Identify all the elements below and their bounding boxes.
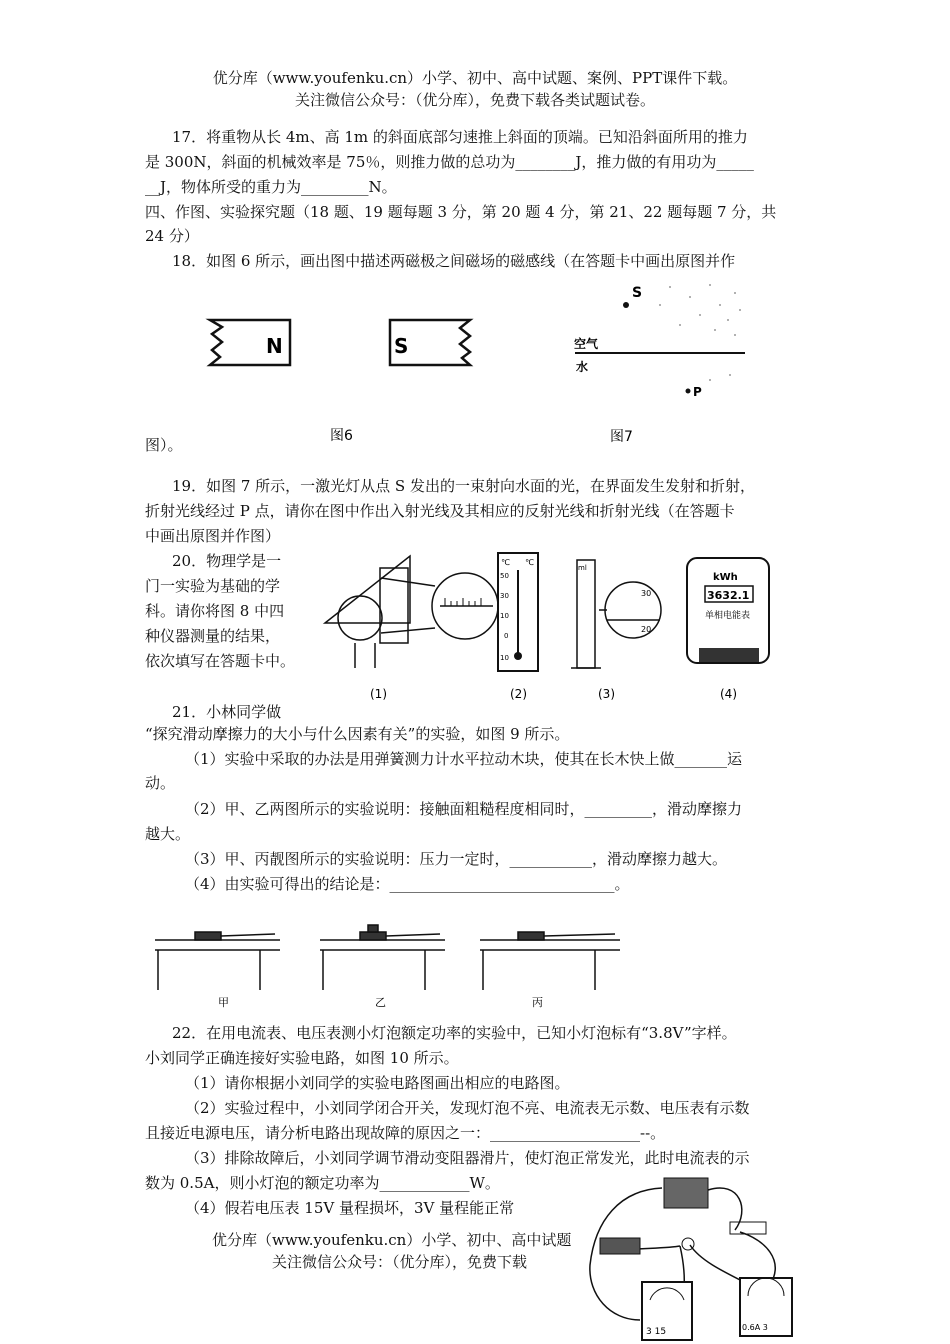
ammeter-terminals: 0.6A 3 [742, 1323, 768, 1332]
pole-n-label: N [266, 334, 283, 358]
thermo-tick: 10 [500, 612, 509, 620]
q19-line-1: 19．如图 7 所示，一激光灯从点 S 发出的一束射向水面的光，在界面发生发射和折射， [172, 477, 755, 495]
q22-sub1: （1）请你根据小刘同学的实验电路图画出相应的电路图。 [185, 1074, 570, 1092]
instrument-1-ruler [325, 556, 498, 668]
cylinder-tick-20: 20 [641, 625, 652, 634]
q20-line-1: 20．物理学是一 [172, 552, 282, 570]
thermo-unit-left: ℃ [501, 558, 510, 567]
q17-line-2: 是 300N，斜面的机械效率是 75％，则推力做的总功为________J，推力做的有用功为_____ [145, 153, 754, 171]
q20-line-3: 科。请你将图 8 中四 [145, 602, 285, 620]
thermo-tick: 0 [504, 632, 509, 640]
q19-line-2: 折射光线经过 P 点，请你在图中作出入射光线及其相应的反射光线和折射光线（在答题卡 [145, 502, 735, 520]
q21-sub4: （4）由实验可得出的结论是：______________________________。 [185, 875, 630, 893]
water-label: 水 [576, 360, 589, 374]
voltmeter [642, 1282, 692, 1340]
q20-line-2: 门一实验为基础的学 [145, 577, 281, 595]
figure-6-magnets [200, 310, 490, 450]
footer-line-1: 优分库（www.youfenku.cn）小学、初中、高中试题 [212, 1231, 572, 1249]
meter-name: 单相电能表 [705, 611, 751, 621]
setup-a [155, 932, 280, 990]
section4-line-1: 四、作图、实验探究题（18 题、19 题每题 3 分，第 20 题 4 分，第 21、22 题每题 7 分，共 [145, 203, 777, 221]
bulb [682, 1238, 694, 1250]
figure-8-instruments [315, 548, 775, 708]
point-s-dot [623, 302, 629, 308]
thermo-tick: 10 [500, 654, 509, 662]
figure-10-circuit [580, 1170, 825, 1342]
q21-sub2-b: 越大。 [145, 825, 191, 843]
instrument-3-cylinder [571, 560, 661, 668]
cylinder-unit: ml [578, 564, 587, 572]
ammeter [740, 1278, 792, 1336]
ruler-ticks [445, 598, 481, 606]
q21-sub1-b: 动。 [145, 774, 176, 792]
q22-sub2-b: 且接近电源电压，请分析电路出现故障的原因之一：____________________--。 [145, 1124, 666, 1142]
scatter-dots [659, 284, 741, 381]
fig9-label-b: 乙 [375, 996, 386, 1009]
q21-line-1: 21．小林同学做 [172, 703, 282, 721]
setup-c [480, 932, 620, 990]
header-line-2: 关注微信公众号：（优分库），免费下载各类试题试卷。 [294, 91, 655, 109]
fig9-label-a: 甲 [218, 996, 229, 1009]
q22-sub3-b: 数为 0.5A，则小灯泡的额定功率为____________W。 [145, 1174, 500, 1192]
point-p-dot [686, 389, 691, 394]
q22-sub4: （4）假若电压表 15V 量程损坏，3V 量程能正常 [185, 1199, 515, 1217]
rheostat [600, 1238, 640, 1254]
fig8-label-2: (2) [510, 687, 527, 701]
fig8-label-1: (1) [370, 687, 387, 701]
figure-7-light [570, 275, 750, 450]
q17-line-3: __J，物体所受的重力为_________N。 [145, 178, 397, 196]
q19-line-3: 中画出原图并作图） [145, 527, 281, 545]
q20-line-5: 依次填写在答题卡中。 [145, 652, 296, 670]
q18-line-2: 图）。 [145, 436, 183, 454]
q22-line-1: 22．在用电流表、电压表测小灯泡额定功率的实验中，已知小灯泡标有“3.8V”字样。 [172, 1024, 737, 1042]
instrument-2-thermometer [498, 553, 538, 671]
voltmeter-terminals: 3 15 [646, 1327, 667, 1337]
thermo-unit-right: ℃ [525, 558, 534, 567]
footer-line-2: 关注微信公众号：（优分库），免费下载 [272, 1253, 528, 1271]
battery [664, 1178, 708, 1208]
thermo-tick: 30 [500, 592, 509, 600]
q22-sub2-a: （2）实验过程中，小刘同学闭合开关，发现灯泡不亮、电流表无示数、电压表有示数 [185, 1099, 750, 1117]
q17-line-1: 17．将重物从长 4m、高 1m 的斜面底部匀速推上斜面的顶端。已知沿斜面所用的推力 [172, 128, 748, 146]
switch [730, 1222, 766, 1234]
header-line-1: 优分库（www.youfenku.cn）小学、初中、高中试题、案例、PPT课件下载。 [212, 69, 738, 87]
meter-unit: kWh [713, 572, 738, 583]
q18-line-1: 18．如图 6 所示，画出图中描述两磁极之间磁场的磁感线（在答题卡中画出原图并作 [172, 252, 736, 270]
fig6-caption: 图6 [330, 428, 353, 444]
pole-s-label: S [394, 334, 409, 358]
point-p-label: P [693, 385, 702, 399]
meter-reading: 3632.1 [707, 589, 750, 602]
section4-line-2: 24 分） [145, 227, 199, 245]
fig9-label-c: 丙 [532, 996, 543, 1009]
fig7-caption: 图7 [610, 429, 633, 445]
air-label: 空气 [574, 337, 599, 351]
q21-sub1-a: （1）实验中采取的办法是用弹簧测力计水平拉动木块，使其在长木快上做_______运 [185, 750, 743, 768]
point-s-label: S [632, 285, 643, 301]
cylinder-tick-30: 30 [641, 589, 652, 598]
q20-line-4: 种仪器测量的结果， [145, 627, 281, 645]
q21-sub3: （3）甲、丙靓图所示的实验说明：压力一定时，___________，滑动摩擦力越大。 [185, 850, 728, 868]
q21-line-2: “探究滑动摩擦力的大小与什么因素有关”的实验，如图 9 所示。 [145, 725, 570, 743]
thermo-tick: 50 [500, 572, 509, 580]
setup-b [320, 925, 445, 990]
figure-9-friction [150, 918, 630, 1013]
q21-sub2-a: （2）甲、乙两图所示的实验说明：接触面粗糙程度相同时，_________，滑动摩擦力 [185, 800, 743, 818]
q22-sub3-a: （3）排除故障后，小刘同学调节滑动变阻器滑片，使灯泡正常发光，此时电流表的示 [185, 1149, 750, 1167]
fig8-label-3: (3) [598, 687, 615, 701]
fig8-label-4: (4) [720, 687, 737, 701]
q22-line-2: 小刘同学正确连接好实验电路，如图 10 所示。 [145, 1049, 459, 1067]
